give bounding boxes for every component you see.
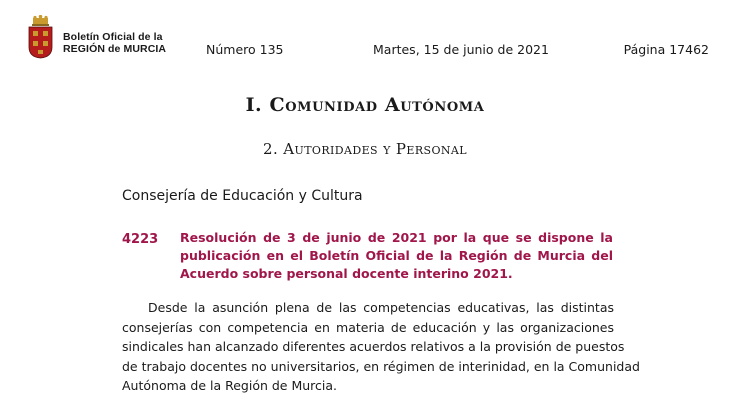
paragraph-line: Desde la asunción plena de las competencias educativas, las distintas	[148, 300, 614, 315]
resolution-title-line: Resolución de 3 de junio de 2021 por la que se dispone la	[180, 230, 613, 245]
paragraph-line: de trabajo docentes no universitarios, en régimen de interinidad, en la Comunidad	[122, 358, 640, 374]
resolution-title	[180, 229, 613, 283]
resolution-number: 4223	[122, 232, 159, 247]
department-name: Consejería de Educación y Cultura	[122, 188, 363, 204]
resolution-title-line: publicación en el Boletín Oficial de la Región de Murcia del	[180, 248, 613, 263]
issue-number: Número 135	[206, 42, 284, 57]
paragraph-line: consejerías con competencia en materia de educación y las organizaciones	[122, 319, 614, 335]
murcia-coat-of-arms-icon	[27, 15, 54, 59]
page-header	[0, 0, 730, 70]
paragraph-line: Autónoma de la Región de Murcia.	[122, 378, 338, 394]
body-paragraph	[122, 298, 640, 396]
publication-name-line1: Boletín Oficial de la	[63, 31, 163, 43]
issue-date: Martes, 15 de junio de 2021	[373, 42, 549, 57]
publication-name	[63, 31, 166, 55]
resolution-title-line: Acuerdo sobre personal docente interino 2021.	[180, 266, 513, 281]
page-number: Página 17462	[623, 42, 709, 57]
paragraph-line: sindicales han alcanzado diferentes acuerdos relativos a la provisión de puestos	[122, 339, 625, 355]
publication-name-line2: REGIÓN de MURCIA	[63, 43, 167, 55]
subsection-title: 2. Autoridades y Personal	[263, 140, 467, 158]
section-title: I. Comunidad Autónoma	[245, 94, 485, 116]
